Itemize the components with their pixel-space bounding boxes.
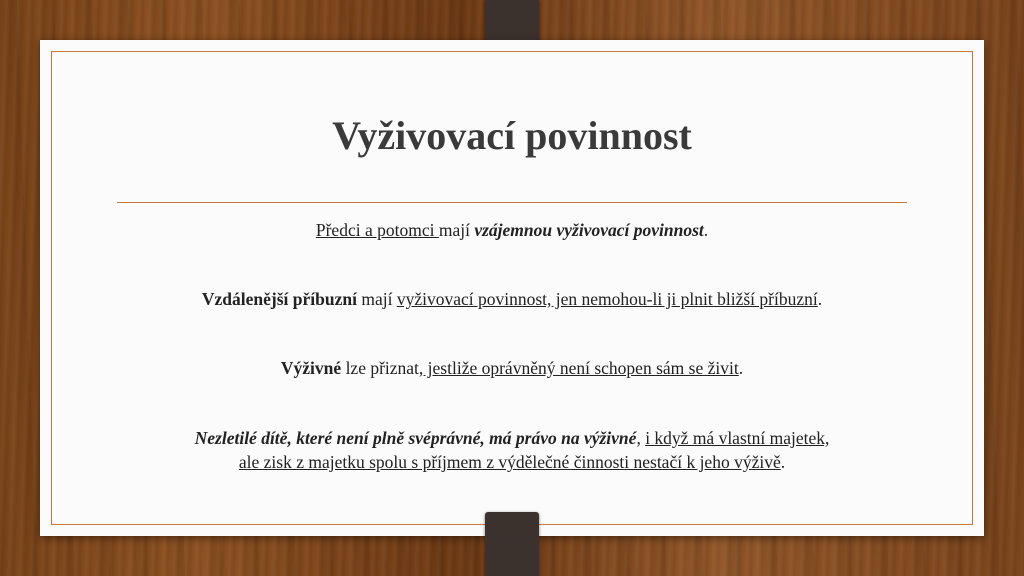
p1-period: .: [703, 220, 709, 240]
bottom-binder-clip: [485, 512, 539, 576]
paragraph-alimony: [80, 356, 944, 380]
p2-verb: mají: [356, 289, 397, 309]
title-divider: [117, 202, 907, 203]
p2-underlined-condition: vyživovací povinnost, jen nemohou-li ji plnit bližší příbuzní: [396, 289, 818, 309]
p1-verb: mají: [438, 220, 475, 240]
p2-period: .: [817, 289, 823, 309]
p4-comma: ,: [636, 428, 646, 448]
p1-underlined-subject: Předci a potomci: [315, 220, 439, 240]
slide-title: Vyživovací povinnost: [332, 113, 692, 158]
p3-period: .: [738, 358, 744, 378]
p4-period: .: [780, 452, 786, 472]
paragraph-ancestors: [80, 218, 944, 242]
paragraph-distant-relatives: [80, 287, 944, 311]
p1-emphasis: vzájemnou vyživovací povinnost: [474, 220, 704, 240]
paragraph-minor-child: [80, 426, 944, 474]
p4-underlined-clause-1: i když má vlastní majetek,: [645, 428, 830, 448]
p4-underlined-clause-2: ale zisk z majetku spolu s příjmem z výdělečné činnosti nestačí k jeho výživě: [238, 452, 781, 472]
p3-verb: lze přiznat: [341, 358, 419, 378]
p3-bold-subject: Výživné: [280, 358, 342, 378]
p4-bold-italic-statement: Nezletilé dítě, které není plně svéprávné, má právo na výživné: [194, 428, 637, 448]
p2-bold-subject: Vzdálenější příbuzní: [201, 289, 357, 309]
p3-underlined-condition: , jestliže oprávněný není schopen sám se živit: [418, 358, 739, 378]
